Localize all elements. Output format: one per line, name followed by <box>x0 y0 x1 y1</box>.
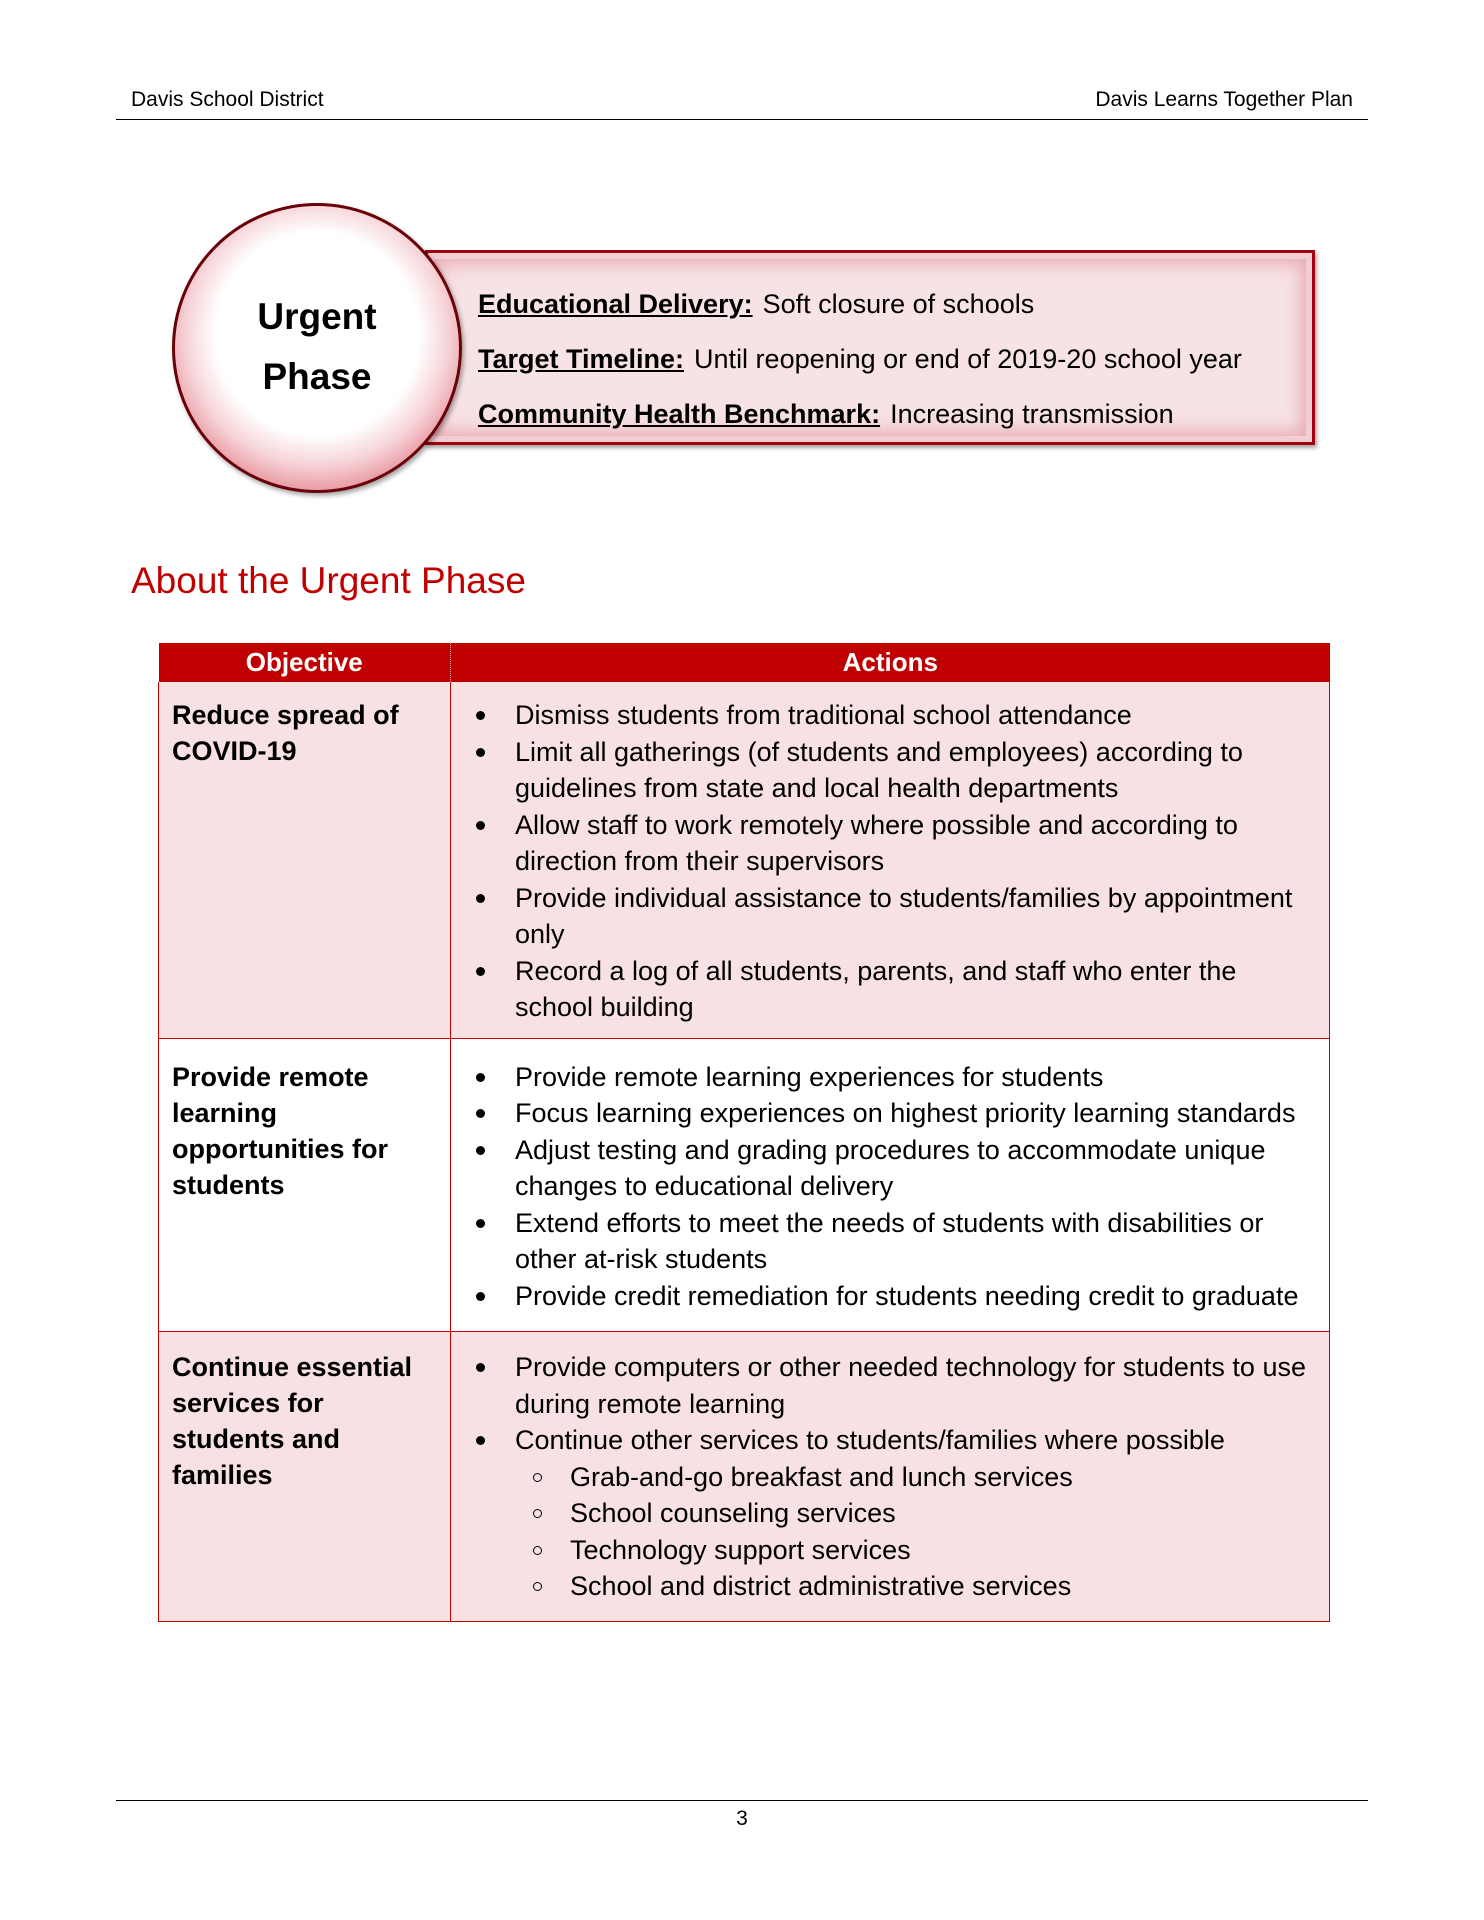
list-item: Adjust testing and grading procedures to accommodate unique changes to educational delivery <box>451 1132 1321 1205</box>
page-footer <box>116 1800 1368 1831</box>
phase-title-line2: Phase <box>262 356 372 397</box>
banner-line-timeline: Target Timeline: Until reopening or end of 2019-20 school year <box>478 344 1242 374</box>
list-item: Dismiss students from traditional school attendance <box>451 697 1321 734</box>
header-district: Davis School District <box>131 88 324 111</box>
list-item: Limit all gatherings (of students and employees) according to guidelines from state and local health departments <box>451 734 1321 807</box>
header-plan-title: Davis Learns Together Plan <box>1095 88 1353 111</box>
actions-cell <box>451 1332 1330 1622</box>
list-item: Continue other services to students/families where possible Grab-and-go breakfast and lunch services School counseling services Technology support services School and district administrative services <box>451 1422 1321 1605</box>
list-item: Technology support services <box>515 1532 1321 1569</box>
list-item: Grab-and-go breakfast and lunch services <box>515 1459 1321 1496</box>
list-item: Focus learning experiences on highest priority learning standards <box>451 1095 1321 1132</box>
list-item: Extend efforts to meet the needs of students with disabilities or other at-risk students <box>451 1205 1321 1278</box>
list-item: Provide individual assistance to students/families by appointment only <box>451 880 1321 953</box>
page-number: 3 <box>736 1807 748 1830</box>
objective-cell: Provide remote learning opportunities for students <box>159 1038 451 1332</box>
list-item: Record a log of all students, parents, and staff who enter the school building <box>451 953 1321 1026</box>
list-item: School and district administrative services <box>515 1568 1321 1605</box>
actions-cell <box>451 682 1330 1038</box>
actions-cell <box>451 1038 1330 1332</box>
actions-list <box>451 1349 1321 1605</box>
list-item: Provide computers or other needed technology for students to use during remote learning <box>451 1349 1321 1422</box>
phase-circle-badge <box>172 203 462 493</box>
table-row <box>159 1038 1330 1332</box>
banner-line-delivery: Educational Delivery: Soft closure of schools <box>478 289 1035 319</box>
actions-list <box>451 697 1321 1026</box>
banner-line-benchmark: Community Health Benchmark: Increasing transmission <box>478 399 1174 429</box>
table-row <box>159 682 1330 1038</box>
sub-actions-list <box>515 1459 1321 1605</box>
phase-title-line1: Urgent <box>257 296 377 337</box>
list-item: Allow staff to work remotely where possible and according to direction from their supervisors <box>451 807 1321 880</box>
actions-list <box>451 1059 1321 1315</box>
list-item: Provide remote learning experiences for students <box>451 1059 1321 1096</box>
phase-details-banner <box>425 250 1315 445</box>
table-row <box>159 1332 1330 1622</box>
objective-cell: Continue essential services for students and families <box>159 1332 451 1622</box>
list-item: School counseling services <box>515 1495 1321 1532</box>
objective-cell: Reduce spread of COVID-19 <box>159 682 451 1038</box>
table-header-row <box>159 643 1330 682</box>
page-header <box>116 86 1368 120</box>
section-title: About the Urgent Phase <box>131 560 526 601</box>
header-objective: Objective <box>159 643 451 682</box>
header-actions: Actions <box>451 643 1330 682</box>
objectives-table <box>158 643 1330 1622</box>
list-item: Provide credit remediation for students needing credit to graduate <box>451 1278 1321 1315</box>
